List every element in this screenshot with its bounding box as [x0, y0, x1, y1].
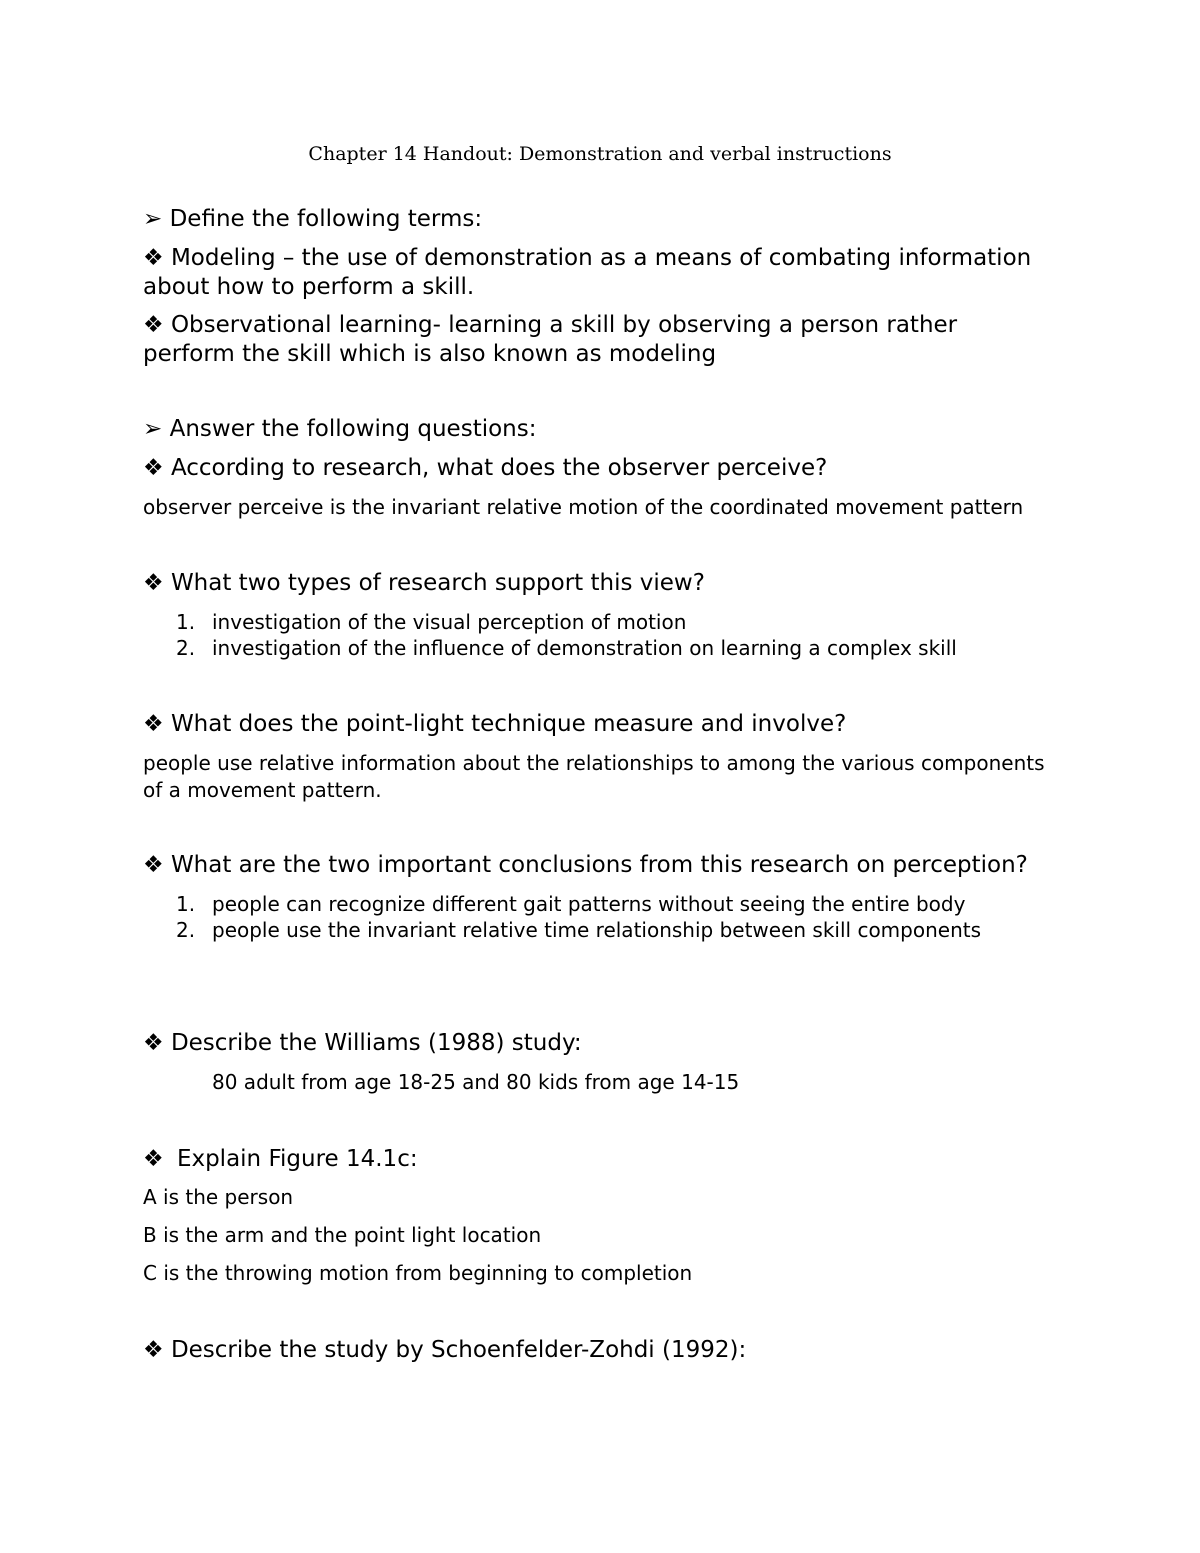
answer-6-line: A is the person	[143, 1185, 294, 1209]
list-number: 1.	[176, 610, 196, 634]
diamond-bullet-icon: ❖	[143, 711, 164, 737]
list-number: 2.	[176, 636, 196, 660]
diamond-bullet-icon: ❖	[143, 1146, 164, 1172]
question-text: Describe the Williams (1988) study:	[170, 1030, 582, 1056]
term-modeling-continued: about how to perform a skill.	[143, 274, 475, 300]
diamond-bullet-icon: ❖	[143, 455, 164, 481]
heading-text: Answer the following questions:	[169, 416, 537, 442]
term-observational-continued: perform the skill which is also known as modeling	[143, 341, 717, 367]
question-text: Describe the study by Schoenfelder-Zohdi (1992):	[170, 1337, 747, 1363]
list-number: 2.	[176, 918, 196, 942]
answer-3-continued: of a movement pattern.	[143, 778, 382, 802]
answer-1: observer perceive is the invariant relative motion of the coordinated movement pattern	[143, 495, 1024, 519]
diamond-bullet-icon: ❖	[143, 312, 164, 338]
list-number: 1.	[176, 892, 196, 916]
term-modeling	[143, 245, 1031, 271]
diamond-bullet-icon: ❖	[143, 852, 164, 878]
answer-6-line: C is the throwing motion from beginning to completion	[143, 1261, 693, 1285]
term-modeling-text: Modeling – the use of demonstration as a means of combating information	[170, 245, 1032, 271]
list-item-text: people can recognize different gait patterns without seeing the entire body	[212, 892, 966, 916]
question-4	[143, 852, 1028, 878]
arrow-bullet-icon: ➢	[143, 206, 163, 232]
diamond-bullet-icon: ❖	[143, 1030, 164, 1056]
page-title: Chapter 14 Handout: Demonstration and verbal instructions	[308, 143, 892, 165]
term-observational-learning	[143, 312, 957, 338]
question-1	[143, 455, 827, 481]
question-text: What does the point-light technique measure and involve?	[170, 711, 847, 737]
question-3	[143, 711, 846, 737]
list-item	[0, 636, 1200, 666]
answer-questions-heading	[143, 416, 536, 442]
list-item-text: people use the invariant relative time relationship between skill components	[212, 918, 982, 942]
term-observational-text: Observational learning- learning a skill by observing a person rather	[170, 312, 958, 338]
define-terms-heading	[143, 206, 482, 232]
question-text: What are the two important conclusions from this research on perception?	[170, 852, 1028, 878]
heading-text: Define the following terms:	[169, 206, 483, 232]
question-text: According to research, what does the observer perceive?	[170, 455, 828, 481]
list-item-text: investigation of the visual perception of motion	[212, 610, 687, 634]
answer-6-line: B is the arm and the point light location	[143, 1223, 542, 1247]
question-2	[143, 570, 705, 596]
list-item-text: investigation of the influence of demonstration on learning a complex skill	[212, 636, 957, 660]
diamond-bullet-icon: ❖	[143, 570, 164, 596]
answer-5: 80 adult from age 18-25 and 80 kids from age 14-15	[212, 1070, 740, 1094]
question-text: What two types of research support this view?	[170, 570, 705, 596]
question-text: Explain Figure 14.1c:	[176, 1146, 418, 1172]
question-6	[143, 1146, 418, 1172]
list-item	[0, 918, 1200, 948]
diamond-bullet-icon: ❖	[143, 1337, 164, 1363]
question-5	[143, 1030, 582, 1056]
arrow-bullet-icon: ➢	[143, 416, 163, 442]
question-7	[143, 1337, 746, 1363]
answer-3: people use relative information about the relationships to among the various components	[143, 751, 1045, 775]
diamond-bullet-icon: ❖	[143, 245, 164, 271]
